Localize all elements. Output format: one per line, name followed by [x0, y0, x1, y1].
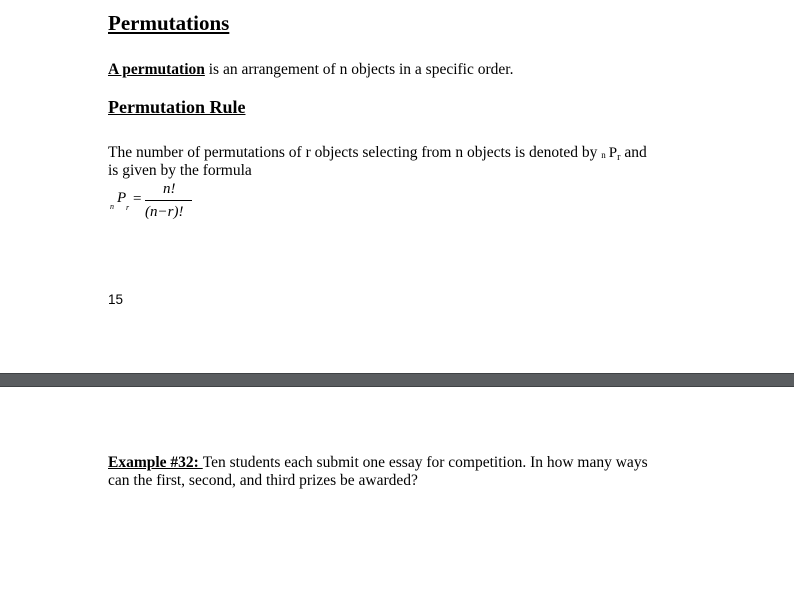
definition-line: [108, 61, 513, 79]
rule-text: The number of permutations of r objects selecting from n objects is denoted by: [108, 144, 602, 161]
npr-r: r: [617, 152, 621, 163]
formula-denominator: (n−r)!: [145, 204, 184, 220]
formula-equals: =: [133, 191, 142, 207]
npr-p: P: [608, 145, 618, 161]
formula-lhs-p: P: [117, 190, 127, 206]
npr-notation: [601, 145, 620, 161]
page-title: Permutations: [108, 11, 230, 35]
page-separator: [0, 373, 794, 387]
page-number: 15: [108, 292, 124, 307]
definition-term: A permutation: [108, 61, 205, 78]
example-line-2: can the first, second, and third prizes be awarded?: [108, 472, 418, 489]
definition-text: is an arrangement of n objects in a specific order.: [204, 61, 514, 78]
npr-n: n: [601, 150, 606, 160]
document-page-16: [0, 387, 794, 609]
rule-line-2: is given by the formula: [108, 162, 252, 179]
formula-lhs-r: r: [126, 203, 130, 212]
rule-text-end: and: [620, 144, 647, 161]
formula-numerator: n!: [163, 181, 176, 197]
example-text-1: Ten students each submit one essay for competition. In how many ways: [202, 454, 648, 471]
fraction-bar: [145, 200, 192, 201]
formula-lhs-n: n: [110, 202, 114, 211]
section-heading: Permutation Rule: [108, 97, 246, 117]
example-line-1: [108, 454, 648, 472]
example-label: Example #32:: [108, 454, 203, 471]
rule-line-1: [108, 144, 647, 162]
